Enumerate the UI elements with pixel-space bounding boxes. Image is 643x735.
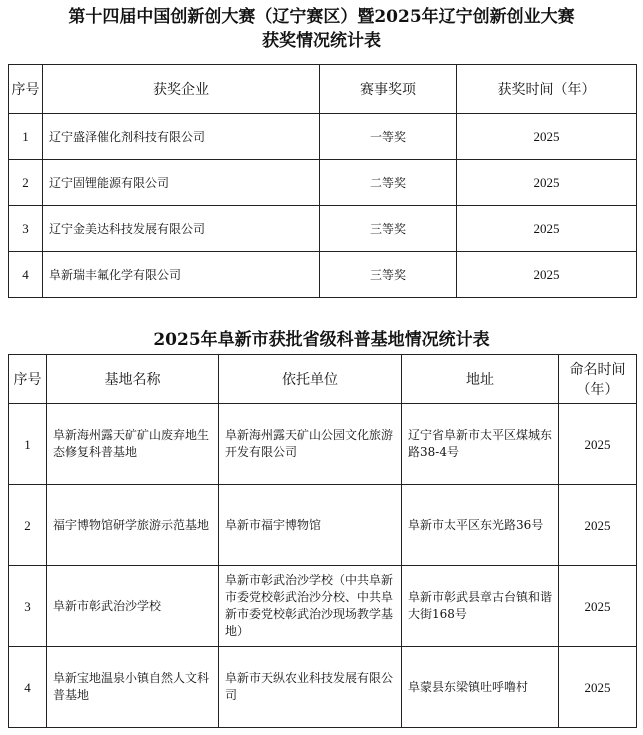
base-name: 阜新海州露天矿矿山废弃地生态修复科普基地 — [47, 404, 219, 485]
address: 辽宁省阜新市太平区煤城东路38-4号 — [402, 404, 559, 485]
header-base-name: 基地名称 — [47, 355, 219, 404]
award-year: 2025 — [457, 252, 637, 298]
table2-title: 2025年阜新市获批省级科普基地情况统计表 — [153, 330, 490, 350]
table-row — [9, 160, 637, 206]
table-row — [9, 206, 637, 252]
table-header-row — [9, 65, 637, 114]
row-number: 1 — [9, 404, 47, 485]
host-unit: 阜新市天纵农业科技发展有限公司 — [219, 647, 402, 728]
table-row — [9, 252, 637, 298]
company-name: 辽宁盛泽催化剂科技有限公司 — [43, 114, 320, 160]
address: 阜新市彰武县章古台镇和谐大街168号 — [402, 566, 559, 647]
table-row — [9, 647, 637, 728]
address: 阜新市太平区东光路36号 — [402, 485, 559, 566]
row-number: 2 — [9, 485, 47, 566]
award-year: 2025 — [457, 206, 637, 252]
naming-year: 2025 — [559, 485, 637, 566]
base-name: 福宇博物馆研学旅游示范基地 — [47, 485, 219, 566]
row-number: 4 — [9, 647, 47, 728]
table1-title-line2: 获奖情况统计表 — [262, 31, 381, 51]
header-number: 序号 — [9, 355, 47, 404]
table-header-row — [9, 355, 637, 404]
base-name: 阜新宝地温泉小镇自然人文科普基地 — [47, 647, 219, 728]
award-level: 二等奖 — [320, 160, 457, 206]
row-number: 4 — [9, 252, 43, 298]
naming-year: 2025 — [559, 404, 637, 485]
award-year: 2025 — [457, 160, 637, 206]
company-name: 辽宁固锂能源有限公司 — [43, 160, 320, 206]
award-level: 三等奖 — [320, 252, 457, 298]
table1-title-line1: 第十四届中国创新创大赛（辽宁赛区）暨2025年辽宁创新创业大赛 — [68, 7, 575, 27]
company-name: 辽宁金美达科技发展有限公司 — [43, 206, 320, 252]
header-company: 获奖企业 — [43, 65, 320, 114]
header-address: 地址 — [402, 355, 559, 404]
base-name: 阜新市彰武治沙学校 — [47, 566, 219, 647]
row-number: 2 — [9, 160, 43, 206]
table-row — [9, 114, 637, 160]
row-number: 3 — [9, 566, 47, 647]
naming-year: 2025 — [559, 647, 637, 728]
company-name: 阜新瑞丰氟化学有限公司 — [43, 252, 320, 298]
table-row — [9, 404, 637, 485]
header-number: 序号 — [9, 65, 43, 114]
host-unit: 阜新市彰武治沙学校（中共阜新市委党校彰武治沙分校、中共阜新市委党校彰武治沙现场教学基地） — [219, 566, 402, 647]
awards-table — [8, 64, 637, 298]
header-award: 赛事奖项 — [320, 65, 457, 114]
row-number: 3 — [9, 206, 43, 252]
award-level: 三等奖 — [320, 206, 457, 252]
table-row — [9, 566, 637, 647]
header-unit: 依托单位 — [219, 355, 402, 404]
host-unit: 阜新市福宇博物馆 — [219, 485, 402, 566]
header-naming-year: 命名时间（年） — [559, 355, 637, 404]
table-row — [9, 485, 637, 566]
header-year: 获奖时间（年） — [457, 65, 637, 114]
award-year: 2025 — [457, 114, 637, 160]
row-number: 1 — [9, 114, 43, 160]
science-base-table — [8, 354, 637, 728]
host-unit: 阜新海州露天矿山公园文化旅游开发有限公司 — [219, 404, 402, 485]
address: 阜蒙县东梁镇吐呼噜村 — [402, 647, 559, 728]
naming-year: 2025 — [559, 566, 637, 647]
award-level: 一等奖 — [320, 114, 457, 160]
